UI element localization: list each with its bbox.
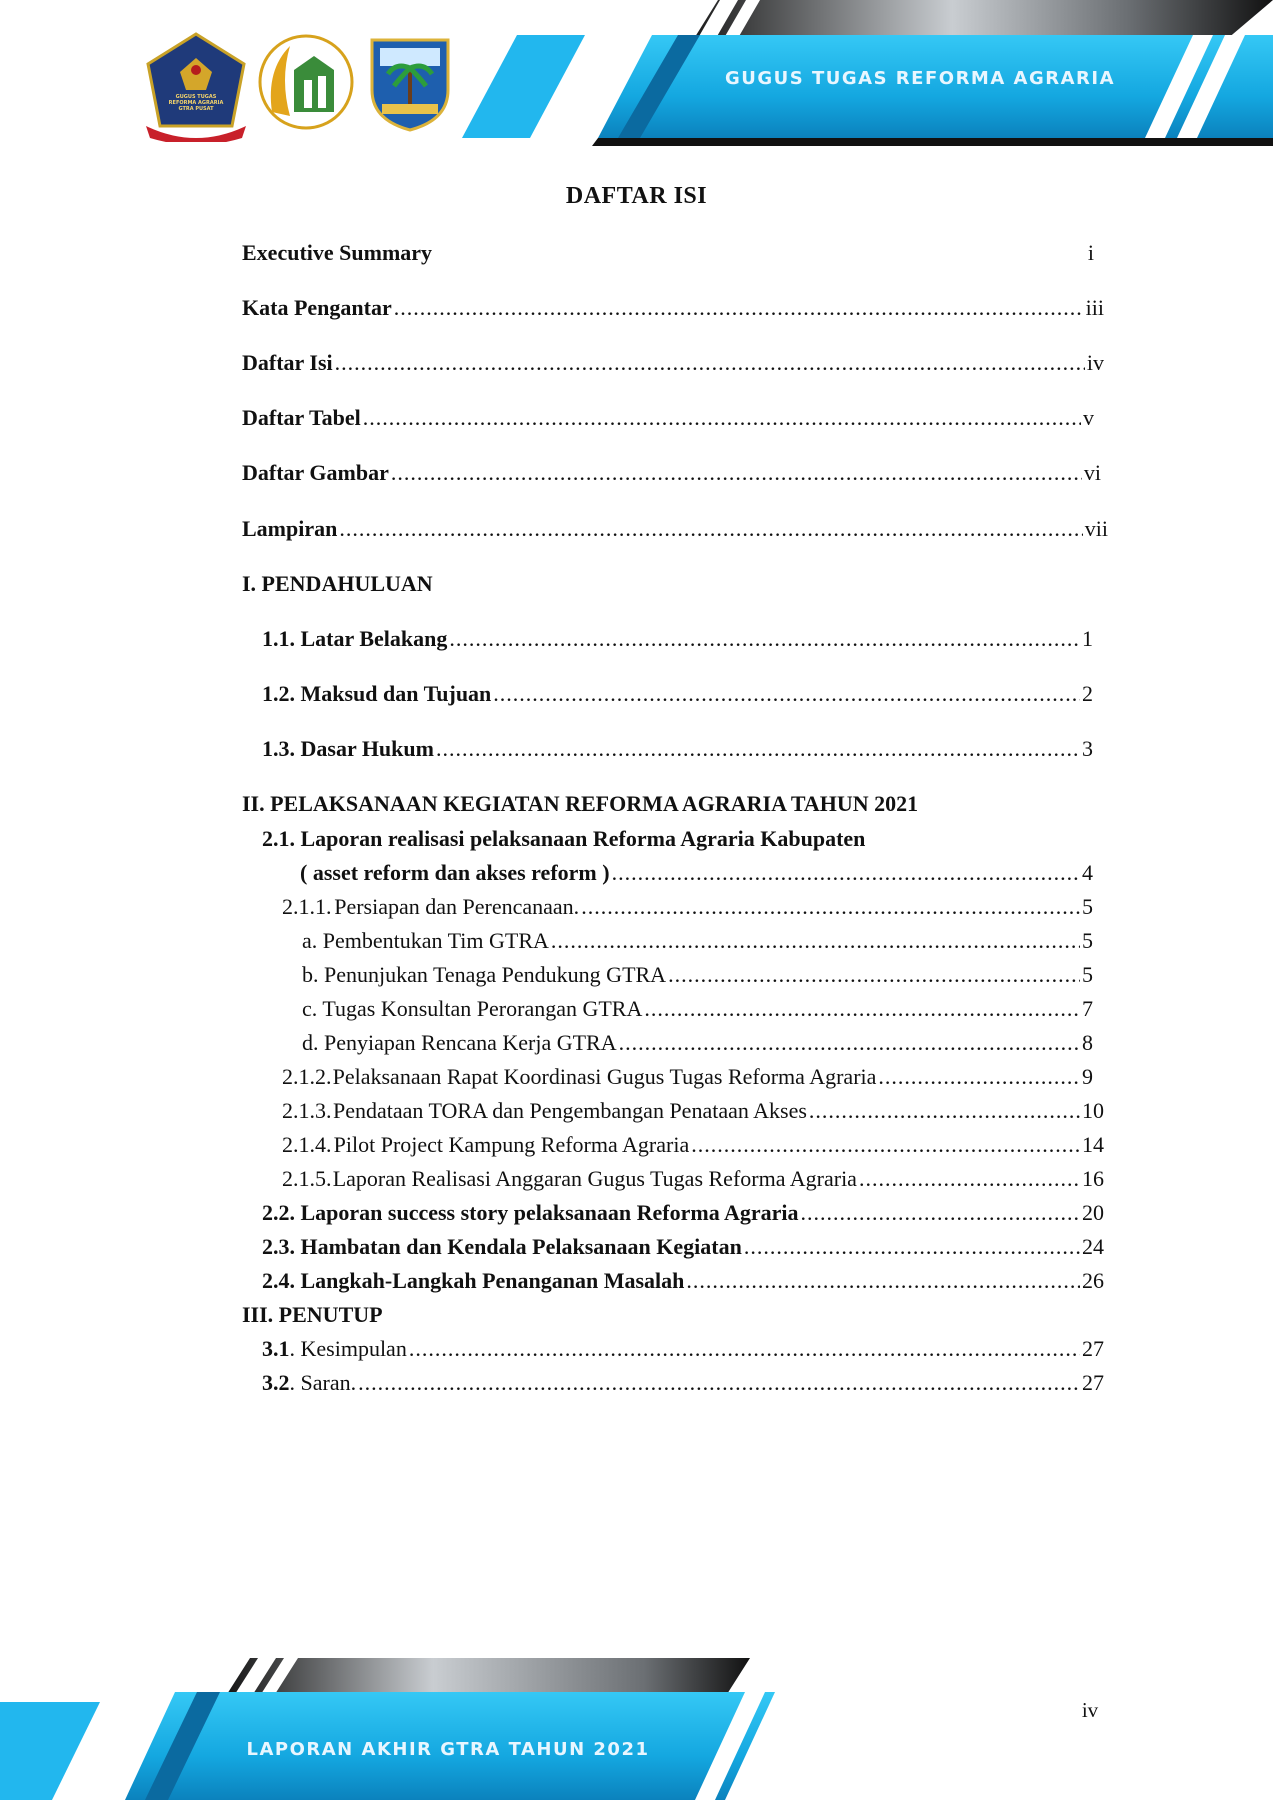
toc-leader — [668, 961, 1080, 989]
toc-page: 26 — [1082, 1268, 1104, 1293]
toc-entry-saran[interactable] — [262, 1369, 1104, 1397]
toc-entry-executive-summary[interactable] — [242, 239, 1094, 267]
toc-heading-pendahuluan[interactable] — [242, 570, 433, 598]
gtra-pusat-logo — [140, 30, 252, 142]
toc-label: d. Penyiapan Rencana Kerja GTRA — [302, 1030, 617, 1055]
toc-entry-success-story[interactable] — [262, 1199, 1104, 1227]
toc-heading-pelaksanaan[interactable] — [242, 790, 918, 818]
toc-label: 2.1.2. — [282, 1064, 332, 1089]
toc-label: 2.4. Langkah-Langkah Penanganan Masalah — [262, 1268, 685, 1293]
toc-label: 2.1.5. — [282, 1166, 332, 1191]
toc-label: 2.1.3. — [282, 1098, 332, 1123]
toc-leader — [801, 1199, 1080, 1227]
toc-entry-asset-reform[interactable] — [300, 859, 1093, 887]
toc-entry-dasar-hukum[interactable] — [262, 735, 1093, 763]
toc-entry-daftar-tabel[interactable] — [242, 404, 1094, 432]
toc-entry-daftar-gambar[interactable] — [242, 459, 1101, 487]
toc-leader — [581, 893, 1080, 921]
toc-label: 2.3. Hambatan dan Kendala Pelaksanaan Kegiatan — [262, 1234, 742, 1259]
toc-page: 1 — [1082, 626, 1093, 651]
toc-page: iii — [1085, 295, 1104, 320]
toc-entry-laporan-realisasi[interactable] — [262, 825, 865, 853]
toc-text: . Kesimpulan — [289, 1336, 407, 1361]
toc-entry-tugas-konsultan[interactable] — [302, 995, 1093, 1023]
header-title: GUGUS TUGAS REFORMA AGRARIA — [724, 68, 1116, 89]
toc-leader — [339, 515, 1082, 543]
page-title: DAFTAR ISI — [565, 183, 708, 209]
toc-leader — [358, 1369, 1080, 1397]
toc-page: 3 — [1082, 736, 1093, 761]
toc-leader — [619, 1029, 1080, 1057]
toc-label: 1.3. Dasar Hukum — [262, 736, 434, 761]
toc-label: Daftar Gambar — [242, 460, 389, 485]
toc-entry-daftar-isi[interactable] — [242, 349, 1104, 377]
toc-page: vii — [1084, 516, 1108, 541]
footer-banner-graphic — [0, 1650, 1273, 1800]
page-number: iv — [1081, 1698, 1099, 1722]
toc-leader — [691, 1131, 1080, 1159]
toc-text: . Saran. — [289, 1370, 357, 1395]
toc-label: a. Pembentukan Tim GTRA — [302, 928, 549, 953]
toc-label: b. Penunjukan Tenaga Pendukung GTRA — [302, 962, 667, 987]
toc-leader — [644, 995, 1080, 1023]
atr-bpn-logo — [250, 30, 362, 134]
toc-label: 3.1 — [262, 1336, 290, 1361]
toc-leader — [809, 1097, 1080, 1125]
toc-label: Lampiran — [242, 516, 338, 541]
toc-entry-rapat-koordinasi[interactable] — [282, 1063, 1093, 1091]
toc-entry-langkah-penanganan[interactable] — [262, 1267, 1104, 1295]
toc-page: vi — [1083, 460, 1101, 485]
toc-page: 10 — [1082, 1098, 1104, 1123]
toc-page: 27 — [1082, 1370, 1104, 1395]
toc-label: 2.1.4. — [282, 1132, 332, 1157]
toc-label: Daftar Tabel — [242, 405, 361, 430]
toc-entry-realisasi-anggaran[interactable] — [282, 1165, 1104, 1193]
toc-label: c. Tugas Konsultan Perorangan GTRA — [302, 996, 643, 1021]
toc-label: I. PENDAHULUAN — [242, 571, 433, 596]
toc-page: 9 — [1082, 1064, 1093, 1089]
toc-page: 7 — [1082, 996, 1093, 1021]
toc-text: Pendataan TORA dan Pengembangan Penataan Akses — [332, 1098, 807, 1123]
toc-page: 2 — [1082, 681, 1093, 706]
toc-text: Laporan Realisasi Anggaran Gugus Tugas Reforma Agraria — [332, 1166, 857, 1191]
toc-leader — [686, 1267, 1080, 1295]
toc-entry-kata-pengantar[interactable] — [242, 294, 1104, 322]
toc-page: 8 — [1082, 1030, 1093, 1055]
toc-label: 1.2. Maksud dan Tujuan — [262, 681, 492, 706]
toc-entry-kesimpulan[interactable] — [262, 1335, 1104, 1363]
toc-page: 4 — [1082, 860, 1093, 885]
toc-label: 2.2. Laporan success story pelaksanaan Reforma Agraria — [262, 1200, 799, 1225]
toc-leader — [391, 459, 1082, 487]
toc-label: 2.1. Laporan realisasi pelaksanaan Reforma Agraria Kabupaten — [262, 826, 866, 851]
toc-entry-hambatan[interactable] — [262, 1233, 1104, 1261]
toc-text: Persiapan dan Perencanaan. — [334, 894, 580, 919]
toc-label: 2.1.1. — [282, 894, 332, 919]
toc-page: 27 — [1082, 1336, 1104, 1361]
toc-entry-latar-belakang[interactable] — [262, 625, 1093, 653]
toc-label: Kata Pengantar — [242, 295, 392, 320]
garuda-shield-icon — [140, 30, 252, 142]
toc-leader — [859, 1165, 1080, 1193]
toc-label: 1.1. Latar Belakang — [262, 626, 448, 651]
footer-banner — [0, 1650, 1273, 1800]
toc-leader — [551, 927, 1080, 955]
toc-heading-penutup[interactable] — [242, 1301, 383, 1329]
toc-page: 5 — [1082, 894, 1093, 919]
toc-page: 14 — [1082, 1132, 1104, 1157]
toc-entry-persiapan[interactable] — [282, 893, 1093, 921]
toc-leader — [436, 735, 1080, 763]
toc-label: III. PENUTUP — [242, 1302, 383, 1327]
toc-page: 24 — [1082, 1234, 1104, 1259]
toc-label: II. PELAKSANAAN KEGIATAN REFORMA AGRARIA TAHUN 2021 — [242, 791, 919, 816]
toc-page: 20 — [1082, 1200, 1104, 1225]
gtra-pusat-caption: GUGUS TUGAS REFORMA AGRARIA GTRA PUSAT — [168, 94, 224, 112]
toc-entry-lampiran[interactable] — [242, 515, 1108, 543]
header-banner — [0, 0, 1273, 150]
toc-label: 3.2 — [262, 1370, 290, 1395]
toc-leader — [394, 294, 1084, 322]
toc-page: 5 — [1082, 962, 1093, 987]
toc-page: 5 — [1082, 928, 1093, 953]
palm-shield-icon — [366, 34, 454, 134]
toc-page: 16 — [1082, 1166, 1104, 1191]
toc-entry-penunjukan-tenaga[interactable] — [302, 961, 1093, 989]
toc-label: Executive Summary — [242, 240, 433, 265]
toc-text: Pilot Project Kampung Reforma Agraria — [333, 1132, 690, 1157]
toc-leader — [878, 1063, 1080, 1091]
toc-entry-pendataan-tora[interactable] — [282, 1097, 1104, 1125]
wheat-ring-icon — [250, 30, 362, 134]
toc-text: Pelaksanaan Rapat Koordinasi Gugus Tugas Reforma Agraria — [332, 1064, 877, 1089]
toc-page: iv — [1086, 350, 1104, 375]
toc-leader — [363, 404, 1081, 432]
toc-leader — [493, 680, 1080, 708]
toc-leader — [744, 1233, 1080, 1261]
toc-leader — [449, 625, 1080, 653]
regional-logo — [366, 34, 454, 134]
toc-entry-maksud-tujuan[interactable] — [262, 680, 1093, 708]
toc-entry-pilot-project[interactable] — [282, 1131, 1104, 1159]
toc-entry-pembentukan-tim[interactable] — [302, 927, 1093, 955]
toc-leader — [335, 349, 1085, 377]
toc-label: Daftar Isi — [242, 350, 333, 375]
toc-page: v — [1083, 405, 1094, 430]
toc-leader — [409, 1335, 1080, 1363]
toc-leader — [612, 859, 1080, 887]
toc-entry-rencana-kerja[interactable] — [302, 1029, 1093, 1057]
toc-label: ( asset reform dan akses reform ) — [300, 860, 610, 885]
footer-title: LAPORAN AKHIR GTRA TAHUN 2021 — [246, 1739, 650, 1760]
toc-page: i — [1087, 240, 1094, 265]
